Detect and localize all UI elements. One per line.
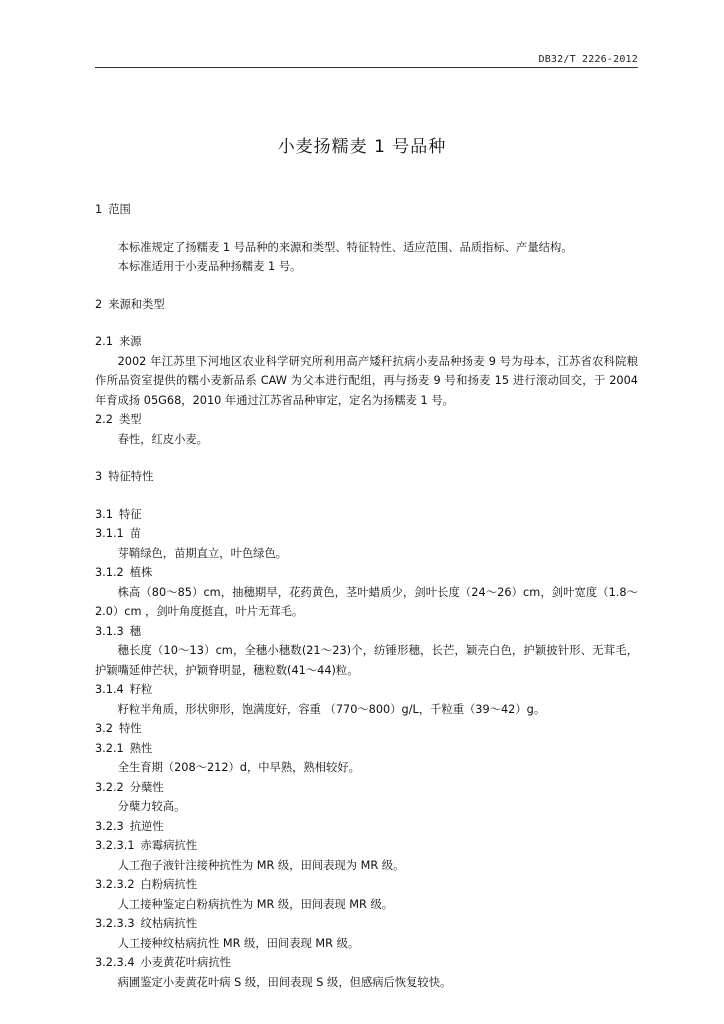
subsection-heading-sheath-blight-resistance [95,914,638,934]
subsection-heading-features [95,505,638,525]
subsection-heading-scab-resistance [95,836,638,856]
paragraph: 本标准规定了扬糯麦 1 号品种的来源和类型、特征特性、适应范围、品质指标、产量结构。 [117,240,573,254]
section-title: 特征特性 [108,470,154,483]
paragraph: 人工接种纹枯病抗性 MR 级，田间表现 MR 级。 [117,936,360,950]
section-number: 3.2.3.2 [95,878,135,891]
section-title: 来源 [118,335,142,348]
subsection-heading-yellow-mosaic-resistance [95,953,638,973]
section-title: 植株 [129,566,153,579]
section-number: 3.2 [95,722,113,735]
subsection-heading-plant [95,563,638,583]
subsection-heading-maturity [95,739,638,759]
paragraph: 人工接种鉴定白粉病抗性为 MR 级，田间表现 MR 级。 [117,897,394,911]
section-title: 小麦黄花叶病抗性 [140,956,231,969]
subsection-heading-spike [95,622,638,642]
section-title: 赤霉病抗性 [140,839,198,852]
paragraph: 人工孢子液针注接种抗性为 MR 级，田间表现为 MR 级。 [117,858,405,872]
section-title: 抗逆性 [129,819,164,833]
section-number: 3.2.2 [95,780,124,794]
section-title: 类型 [118,413,142,426]
section-number: 3.2.1 [95,741,124,755]
section-number: 2.1 [95,335,113,348]
section-title: 纹枯病抗性 [140,917,198,930]
section-number: 3 [95,470,103,483]
spacer [95,449,638,467]
subsection-heading-origin [95,332,638,352]
section-title: 穗 [129,624,142,638]
section-heading-origin-type [95,295,638,315]
section-number: 2 [95,297,103,311]
section-title: 来源和类型 [108,297,165,311]
document-title: 小麦扬糯麦 1 号品种 [277,137,447,157]
section-heading-characteristics [95,467,638,487]
paragraph: 穗长度（10～13）cm，全穗小穗数(21～23)个，纺锤形穗，长芒，颖壳白色，护颖披针形、无茸毛，护颖嘴延伸芒状，护颖脊明显，穗粒数(41～44)粒。 [95,644,638,677]
spacer [95,314,638,332]
spacer [95,277,638,295]
section-number: 2.2 [95,413,113,426]
paragraph: 本标准适用于小麦品种扬糯麦 1 号。 [117,260,302,273]
subsection-heading-grain [95,680,638,700]
spacer [95,220,638,238]
subsection-heading-seedling [95,524,638,544]
section-title: 籽粒 [129,683,153,696]
section-title: 分蘖性 [129,780,164,794]
section-title: 特征 [118,507,142,521]
subsection-heading-powdery-mildew-resistance [95,875,638,895]
section-number: 1 [95,203,103,216]
section-title: 白粉病抗性 [140,878,198,891]
document-body [95,200,638,992]
standard-code: DB32/T 2226-2012 [538,54,638,65]
section-number: 3.2.3.3 [95,917,135,930]
section-number: 3.1 [95,507,113,521]
section-number: 3.2.3.1 [95,839,135,852]
section-title: 范围 [108,203,131,216]
section-number: 3.2.3.4 [95,956,135,969]
paragraph: 分蘖力较高。 [117,800,186,813]
paragraph: 2002 年江苏里下河地区农业科学研究所利用高产矮秆抗病小麦品种扬麦 9 号为母本，江苏省农科院粮作所品资室提供的糯小麦新品系 CAW 为父本进行配组，再与扬麦 9 号和扬麦 15 进行滚动回交，于 2004 年育成扬 05G68，2010 年通过江苏省品种审定，定名为扬糯麦 1 号。 [95,354,638,407]
section-title: 特性 [118,722,142,735]
section-number: 3.2.3 [95,819,124,833]
subsection-heading-stress-resistance [95,817,638,837]
paragraph: 全生育期（208～212）d，中早熟，熟相较好。 [117,761,360,774]
paragraph: 籽粒半角质，形状卵形，饱满度好，容重 （770～800）g/L，千粒重（39～42）g。 [117,702,546,716]
paragraph: 芽鞘绿色，苗期直立，叶色绿色。 [117,546,288,560]
section-title: 苗 [129,527,142,540]
section-number: 3.1.4 [95,683,124,696]
paragraph: 株高（80～85）cm，抽穗期早，花药黄色，茎叶蜡质少，剑叶长度（24～26）cm，剑叶宽度（1.8～2.0）cm ，剑叶角度挺直，叶片无茸毛。 [95,585,638,618]
subsection-heading-properties [95,719,638,739]
paragraph: 春性，红皮小麦。 [117,432,208,446]
section-title: 熟性 [129,741,153,755]
section-number: 3.1.2 [95,566,124,579]
subsection-heading-tillering [95,778,638,798]
spacer [95,487,638,505]
header-divider [95,67,638,68]
section-heading-scope [95,200,638,220]
paragraph: 病圃鉴定小麦黄花叶病 S 级，田间表现 S 级，但感病后恢复较快。 [117,975,452,989]
section-number: 3.1.1 [95,527,124,540]
subsection-heading-type [95,410,638,430]
section-number: 3.1.3 [95,624,124,638]
